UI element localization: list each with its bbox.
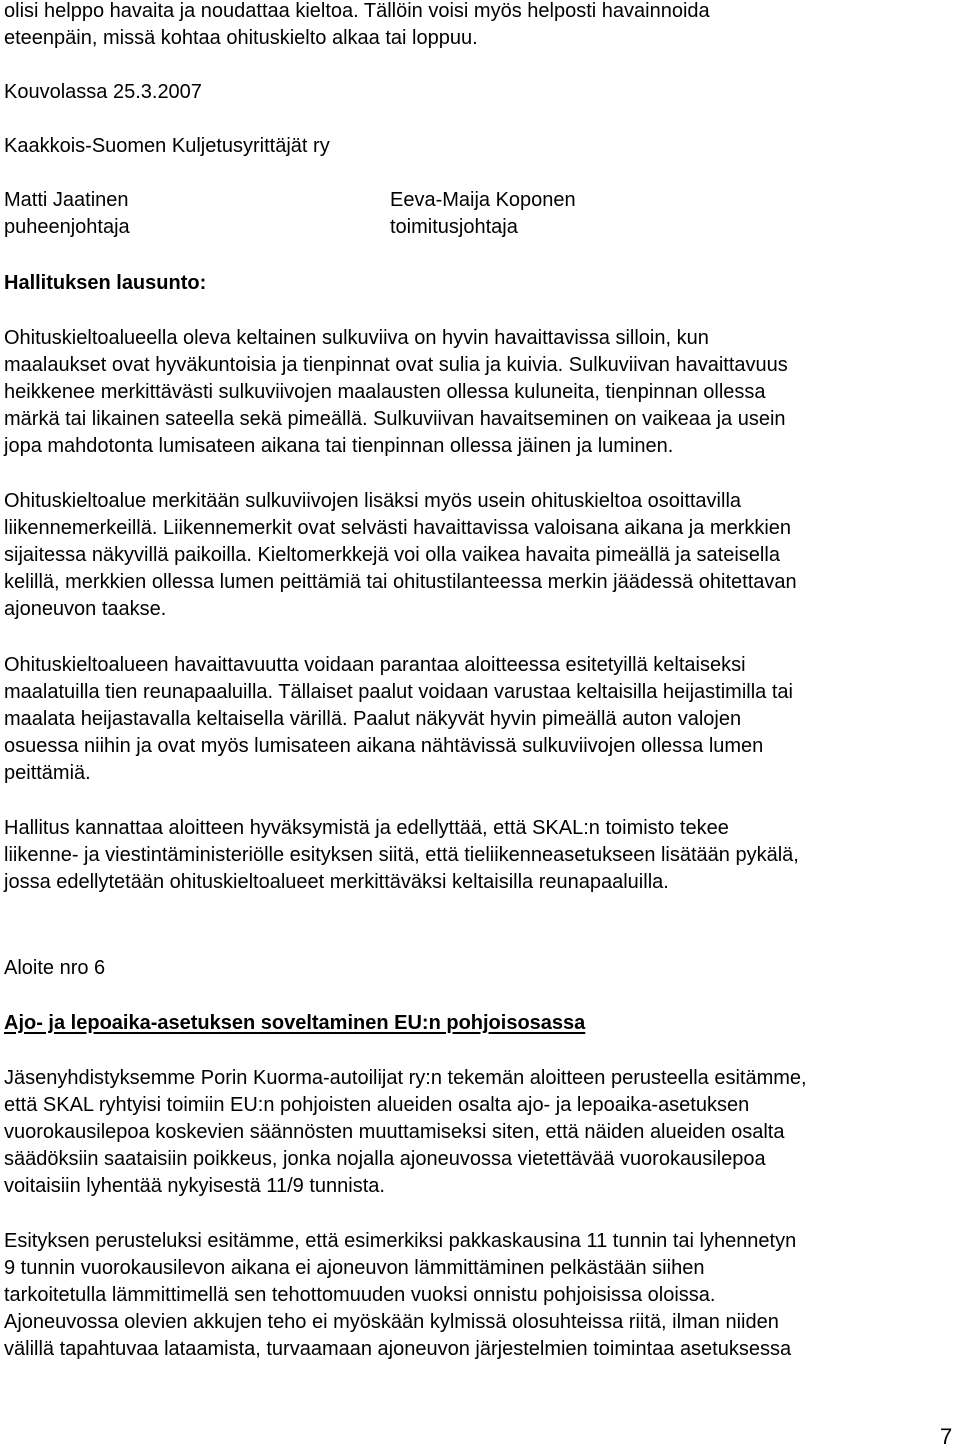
text-line: säädöksiin saataisiin poikkeus, jonka nojalla ajoneuvossa vietettävää vuorokausilepoa xyxy=(4,1148,766,1170)
text-line: eteenpäin, missä kohtaa ohituskielto alkaa tai loppuu. xyxy=(4,27,478,49)
text-line: peittämiä. xyxy=(4,762,91,784)
text-line: Ohituskieltoalueen havaittavuutta voidaan parantaa aloitteessa esitetyillä keltaiseksi xyxy=(4,654,746,676)
text-line: Hallitus kannattaa aloitteen hyväksymistä ja edellyttää, että SKAL:n toimisto tekee xyxy=(4,817,729,839)
text-line: ajoneuvon taakse. xyxy=(4,598,167,620)
text-line: märkä tai likainen sateella sekä pimeällä. Sulkuviivan havaitseminen on vaikeaa ja usein xyxy=(4,408,786,430)
signatory-name: Matti Jaatinen xyxy=(4,189,129,211)
text-line: Jäsenyhdistyksemme Porin Kuorma-autoilijat ry:n tekemän aloitteen perusteella esitämme, xyxy=(4,1067,807,1089)
text-line: tarkoitetulla lämmittimellä sen tehottomuuden vuoksi onnistu pohjoisissa oloissa. xyxy=(4,1284,716,1306)
text-line: liikenne- ja viestintäministeriölle esityksen siitä, että tieliikenneasetukseen lisätään pykälä, xyxy=(4,844,799,866)
text-line: että SKAL ryhtyisi toimiin EU:n pohjoisten alueiden osalta ajo- ja lepoaika-asetuksen xyxy=(4,1094,750,1116)
signatory-title: toimitusjohtaja xyxy=(390,216,518,238)
statement-heading: Hallituksen lausunto: xyxy=(4,272,207,294)
text-line: voitaisiin lyhentää nykyisestä 11/9 tunnista. xyxy=(4,1175,385,1197)
signatory-title: puheenjohtaja xyxy=(4,216,130,238)
text-line: Ajoneuvossa olevien akkujen teho ei myöskään kylmissä olosuhteissa riitä, ilman niiden xyxy=(4,1311,779,1333)
text-line: jopa mahdotonta lumisateen aikana tai tienpinnan ollessa jäinen ja luminen. xyxy=(4,435,674,457)
date-line: Kouvolassa 25.3.2007 xyxy=(4,81,202,103)
text-line: sijaitessa näkyvillä paikoilla. Kieltomerkkejä voi olla vaikea havaita pimeällä ja sateisella xyxy=(4,544,780,566)
text-line: 9 tunnin vuorokausilevon aikana ei ajoneuvon lämmittäminen pelkästään siihen xyxy=(4,1257,705,1279)
text-line: Ohituskieltoalue merkitään sulkuviivojen lisäksi myös usein ohituskieltoa osoittavilla xyxy=(4,490,742,512)
text-line: Esityksen perusteluksi esitämme, että esimerkiksi pakkaskausina 11 tunnin tai lyhennetyn xyxy=(4,1230,797,1252)
initiative-title: Ajo- ja lepoaika-asetuksen soveltaminen EU:n pohjoisosassa xyxy=(4,1012,586,1034)
text-line: maalaukset ovat hyväkuntoisia ja tienpinnat ovat sulia ja kuivia. Sulkuviivan havaittavuus xyxy=(4,354,788,376)
text-line: olisi helppo havaita ja noudattaa kieltoa. Tällöin voisi myös helposti havainnoida xyxy=(4,0,710,22)
text-line: heikkenee merkittävästi sulkuviivojen maalausten ollessa kuluneita, tienpinnan ollessa xyxy=(4,381,766,403)
signatory-name: Eeva-Maija Koponen xyxy=(390,189,576,211)
text-line: liikennemerkeillä. Liikennemerkit ovat selvästi havaittavissa valoisana aikana ja merkkien xyxy=(4,517,792,539)
page-number: 7 xyxy=(940,1424,953,1449)
initiative-number: Aloite nro 6 xyxy=(4,957,106,979)
text-line: kelillä, merkkien ollessa lumen peittämiä tai ohitustilanteessa merkin jäädessä ohitettavan xyxy=(4,571,797,593)
text-line: maalatuilla tien reunapaaluilla. Tällaiset paalut voidaan varustaa keltaisilla heijastimilla tai xyxy=(4,681,793,703)
text-line: jossa edellytetään ohituskieltoalueet merkittäväksi keltaisilla reunapaaluilla. xyxy=(4,871,669,893)
text-line: maalata heijastavalla keltaisella värillä. Paalut näkyvät hyvin pimeällä auton valojen xyxy=(4,708,742,730)
text-line: Ohituskieltoalueella oleva keltainen sulkuviiva on hyvin havaittavissa silloin, kun xyxy=(4,327,709,349)
text-line: osuessa niihin ja ovat myös lumisateen aikana nähtävissä sulkuviivojen ollessa lumen xyxy=(4,735,764,757)
text-line: vuorokausilepoa koskevien säännösten muuttamiseksi siten, että näiden alueiden osalta xyxy=(4,1121,785,1143)
text-line: välillä tapahtuvaa lataamista, turvaamaan ajoneuvon järjestelmien toimintaa asetuksessa xyxy=(4,1338,792,1360)
organization-name: Kaakkois-Suomen Kuljetusyrittäjät ry xyxy=(4,135,330,157)
